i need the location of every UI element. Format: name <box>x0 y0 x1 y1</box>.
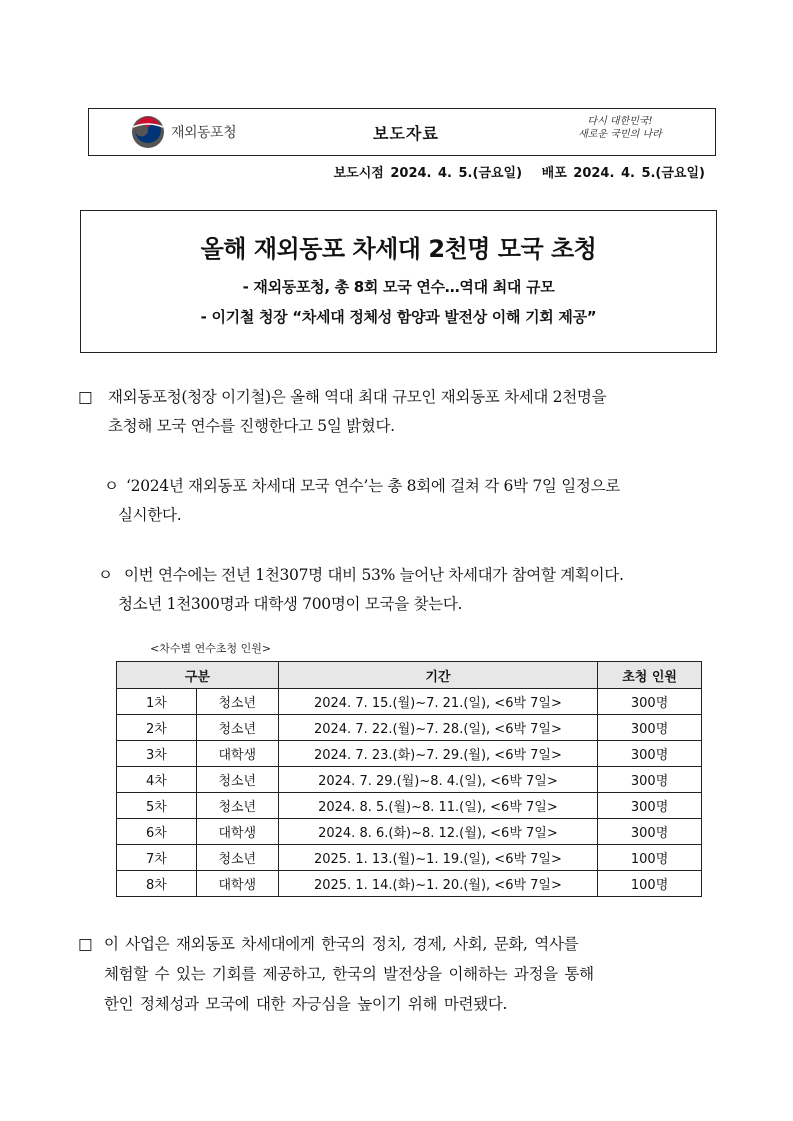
paragraph-4-line-3: 한인 정체성과 모국에 대한 자긍심을 높이기 위해 마련됐다. <box>104 995 508 1013</box>
paragraph-1-line-1: 재외동포청(청장 이기철)은 올해 역대 최대 규모인 재외동포 차세대 2천명을 <box>108 388 607 406</box>
cell-group: 대학생 <box>196 871 278 897</box>
cell-period: 2025. 1. 13.(월)~1. 19.(일), <6박 7일> <box>278 845 597 871</box>
cell-round: 3차 <box>117 741 197 767</box>
table-row <box>117 871 702 897</box>
cell-group: 청소년 <box>196 793 278 819</box>
cell-period: 2024. 7. 29.(월)~8. 4.(일), <6박 7일> <box>278 767 597 793</box>
table-row <box>117 715 702 741</box>
slogan <box>565 115 675 141</box>
slogan-line-2: 새로운 국민의 나라 <box>578 129 662 140</box>
table-row <box>117 767 702 793</box>
slogan-line-1: 다시 대한민국! <box>587 116 653 127</box>
title-box <box>80 210 717 353</box>
cell-count: 100명 <box>598 845 702 871</box>
cell-group: 청소년 <box>196 715 278 741</box>
cell-count: 300명 <box>598 689 702 715</box>
cell-period: 2024. 7. 15.(월)~7. 21.(일), <6박 7일> <box>278 689 597 715</box>
cell-round: 8차 <box>117 871 197 897</box>
header-count: 초청 인원 <box>598 662 702 689</box>
cell-group: 대학생 <box>196 741 278 767</box>
cell-group: 청소년 <box>196 689 278 715</box>
cell-count: 300명 <box>598 819 702 845</box>
table-row <box>117 845 702 871</box>
agency-name: 재외동포청 <box>171 125 237 141</box>
table-row <box>117 793 702 819</box>
circle-bullet: ㅇ <box>98 566 113 584</box>
release-date: 2024. 4. 5.(금요일) <box>390 166 523 181</box>
table-caption: <차수별 연수초청 인원> <box>150 642 272 655</box>
paragraph-3-line-1: 이번 연수에는 전년 1천307명 대비 53% 늘어난 차세대가 참여할 계획이다. <box>124 566 624 584</box>
cell-round: 7차 <box>117 845 197 871</box>
paragraph-2-line-1: ‘2024년 재외동포 차세대 모국 연수’는 총 8회에 걸쳐 각 6박 7일 일정으로 <box>126 477 620 495</box>
cell-period: 2025. 1. 14.(화)~1. 20.(월), <6박 7일> <box>278 871 597 897</box>
cell-period: 2024. 7. 23.(화)~7. 29.(월), <6박 7일> <box>278 741 597 767</box>
cell-group: 청소년 <box>196 845 278 871</box>
korea-emblem-icon <box>131 115 165 149</box>
distribution-date: 2024. 4. 5.(금요일) <box>573 166 705 181</box>
table-row <box>117 819 702 845</box>
cell-round: 2차 <box>117 715 197 741</box>
square-bullet: □ <box>78 935 93 953</box>
cell-round: 6차 <box>117 819 197 845</box>
table-row <box>117 689 702 715</box>
circle-bullet: ㅇ <box>104 477 119 495</box>
cell-period: 2024. 7. 22.(월)~7. 28.(일), <6박 7일> <box>278 715 597 741</box>
header-category: 구분 <box>117 662 279 689</box>
cell-count: 300명 <box>598 715 702 741</box>
paragraph-4-line-1: 이 사업은 재외동포 차세대에게 한국의 정치, 경제, 사회, 문화, 역사를 <box>104 935 579 953</box>
release-label: 보도시점 <box>333 166 384 181</box>
table-header-row <box>117 662 702 689</box>
subtitle-1: - 재외동포청, 총 8회 모국 연수…역대 최대 규모 <box>242 278 555 296</box>
square-bullet: □ <box>78 388 93 406</box>
schedule-table <box>116 661 702 897</box>
cell-group: 청소년 <box>196 767 278 793</box>
page-title: 올해 재외동포 차세대 2천명 모국 초청 <box>200 235 597 263</box>
header-period: 기간 <box>278 662 597 689</box>
document-type: 보도자료 <box>373 124 439 143</box>
paragraph-4-line-2: 체험할 수 있는 기회를 제공하고, 한국의 발전상을 이해하는 과정을 통해 <box>104 965 594 983</box>
cell-round: 4차 <box>117 767 197 793</box>
paragraph-1-line-2: 초청해 모국 연수를 진행한다고 5일 밝혔다. <box>108 417 395 435</box>
cell-round: 5차 <box>117 793 197 819</box>
paragraph-2-line-2: 실시한다. <box>118 506 182 524</box>
cell-count: 300명 <box>598 741 702 767</box>
release-info <box>0 162 705 181</box>
subtitle-2: - 이기철 청장 “차세대 정체성 함양과 발전상 이해 기회 제공” <box>200 308 597 326</box>
cell-count: 100명 <box>598 871 702 897</box>
cell-round: 1차 <box>117 689 197 715</box>
paragraph-3-line-2: 청소년 1천300명과 대학생 700명이 모국을 찾는다. <box>118 595 463 613</box>
cell-count: 300명 <box>598 767 702 793</box>
table-row <box>117 741 702 767</box>
distribution-label: 배포 <box>541 166 567 181</box>
cell-count: 300명 <box>598 793 702 819</box>
cell-group: 대학생 <box>196 819 278 845</box>
cell-period: 2024. 8. 5.(월)~8. 11.(일), <6박 7일> <box>278 793 597 819</box>
cell-period: 2024. 8. 6.(화)~8. 12.(월), <6박 7일> <box>278 819 597 845</box>
header-box <box>88 108 716 156</box>
